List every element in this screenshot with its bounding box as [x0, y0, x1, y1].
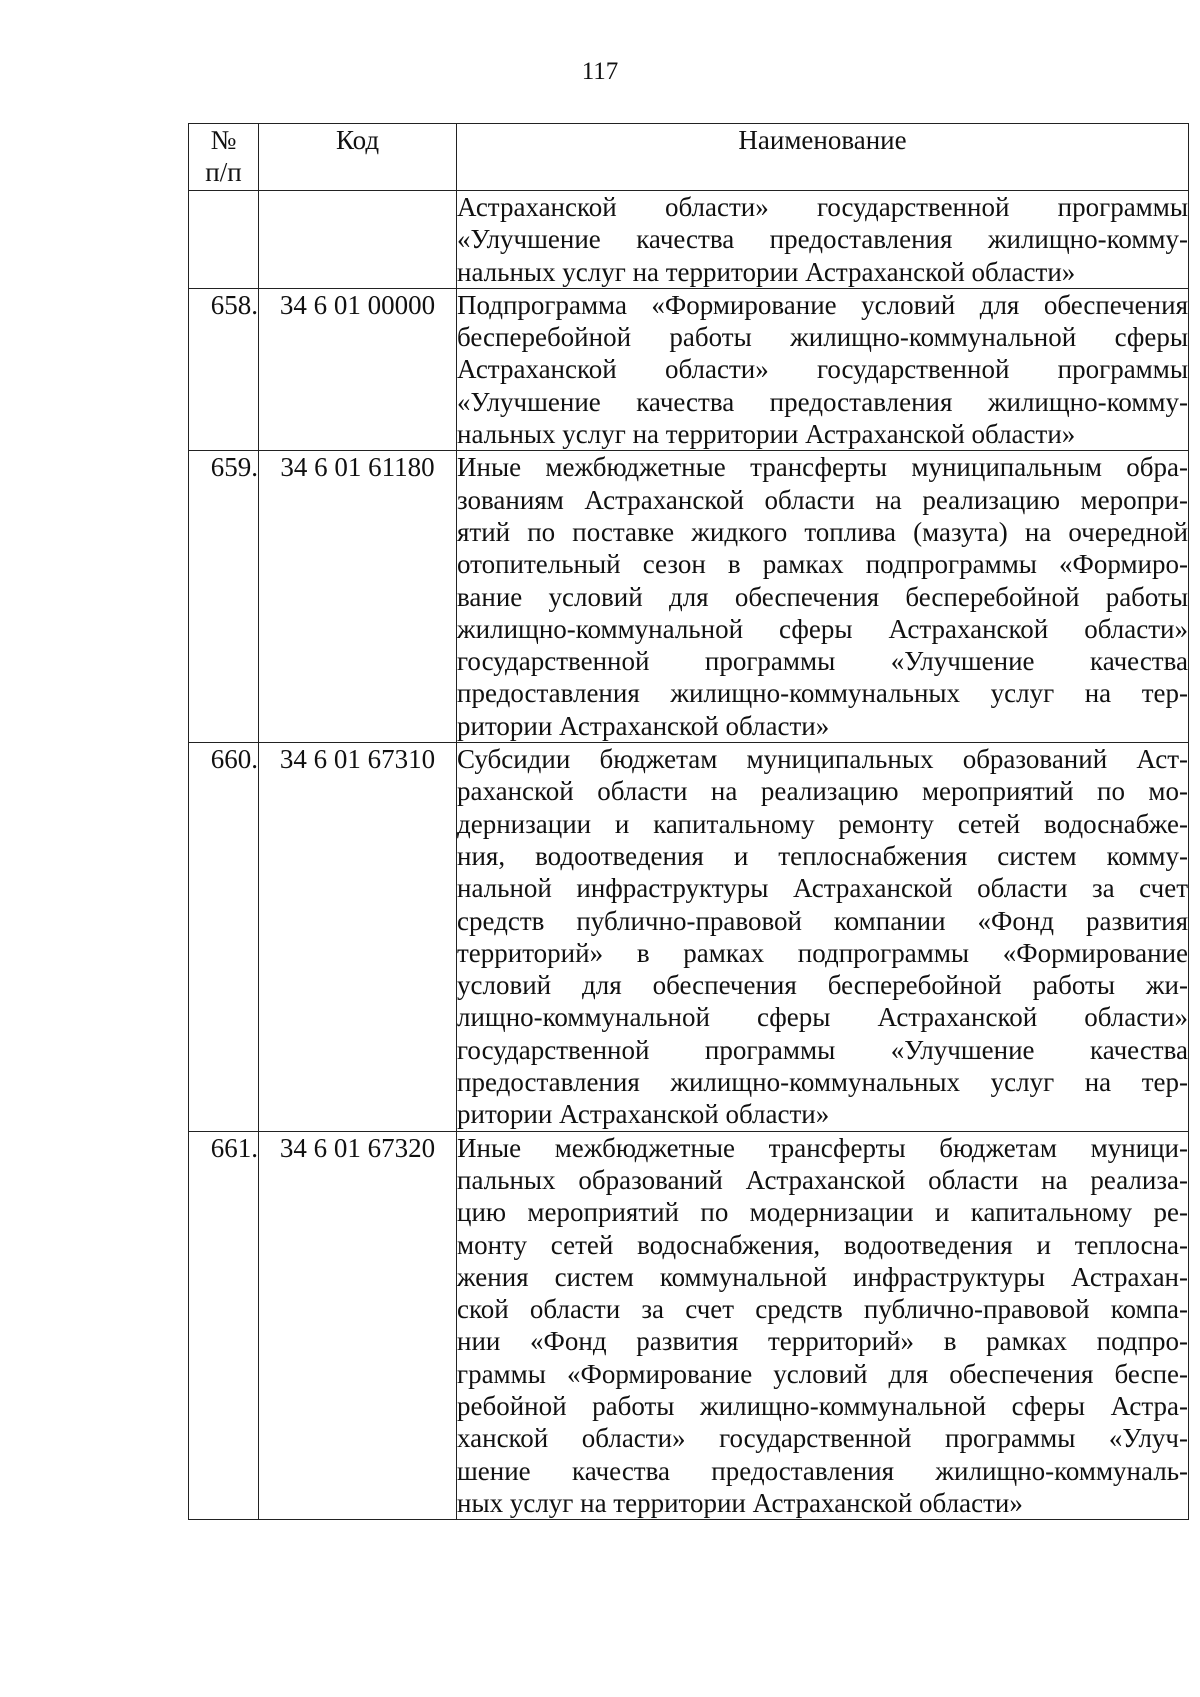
table-row	[189, 288, 1189, 450]
row-name-line: раханской области на реализацию мероприятий по мо-	[457, 776, 1188, 807]
row-name-line: Субсидии бюджетам муниципальных образований Аст-	[457, 744, 1188, 775]
row-name-line: граммы «Формирование условий для обеспечения беспе-	[457, 1358, 1188, 1389]
row-name-line: зованиям Астраханской области на реализацию меропри-	[457, 484, 1188, 515]
row-name	[457, 288, 1189, 450]
budget-classification-table	[188, 123, 1189, 1520]
header-number-symbol: №	[210, 125, 237, 155]
row-name-line: предоставления жилищно-коммунальных услуг на тер-	[457, 678, 1188, 709]
row-number: 658.	[189, 288, 259, 450]
row-name-line: жения систем коммунальной инфраструктуры Астрахан-	[457, 1261, 1188, 1292]
row-name-line: ных услуг на территории Астраханской области»	[457, 1487, 1023, 1518]
row-name-line: средств публично-правовой компании «Фонд развития	[457, 905, 1188, 936]
table-row	[189, 1131, 1189, 1520]
row-name-line: нальных услуг на территории Астраханской области»	[457, 419, 1076, 450]
row-code: 34 6 01 67320	[259, 1131, 457, 1520]
row-name-line: предоставления жилищно-коммунальных услуг на тер-	[457, 1067, 1188, 1098]
table-header-row	[189, 124, 1189, 191]
row-name-line: условий для обеспечения бесперебойной работы жи-	[457, 970, 1188, 1001]
row-name-line: бесперебойной работы жилищно-коммунальной сферы	[457, 322, 1188, 353]
row-name-line: Подпрограмма «Формирование условий для обеспечения	[457, 289, 1188, 320]
row-name-line: лищно-коммунальной сферы Астраханской области»	[457, 1002, 1188, 1033]
header-number-sub: п/п	[205, 157, 242, 188]
row-name-line: ханской области» государственной программы «Улуч-	[457, 1423, 1188, 1454]
row-name-line: нальных услуг на территории Астраханской области»	[457, 256, 1076, 287]
table-row	[189, 191, 1189, 289]
row-name-line: жилищно-коммунальной сферы Астраханской области»	[457, 613, 1188, 644]
row-name-line: вание условий для обеспечения бесперебойной работы	[457, 581, 1188, 612]
row-name-line: ритории Астраханской области»	[457, 710, 830, 741]
row-code	[259, 191, 457, 289]
table-row	[189, 451, 1189, 743]
header-number	[189, 124, 259, 191]
row-name-line: Иные межбюджетные трансферты бюджетам муници-	[457, 1132, 1188, 1163]
row-name-line: ятий по поставке жидкого топлива (мазута) на очередной	[457, 516, 1188, 547]
row-name-line: нии «Фонд развития территорий» в рамках подпро-	[457, 1326, 1188, 1357]
row-name-line: ритории Астраханской области»	[457, 1099, 830, 1130]
row-name-line: «Улучшение качества предоставления жилищно-комму-	[457, 224, 1188, 255]
row-name-line: цию мероприятий по модернизации и капитальному ре-	[457, 1197, 1188, 1228]
row-name-line: территорий» в рамках подпрограммы «Формирование	[457, 937, 1188, 968]
row-name-line: ребойной работы жилищно-коммунальной сферы Астра-	[457, 1390, 1188, 1421]
row-name	[457, 1131, 1189, 1520]
row-name-line: пальных образований Астраханской области на реализа-	[457, 1164, 1188, 1195]
row-number	[189, 191, 259, 289]
row-name-line: государственной программы «Улучшение качества	[457, 1034, 1188, 1065]
row-name-line: ния, водоотведения и теплоснабжения систем комму-	[457, 840, 1188, 871]
row-name-line: Астраханской области» государственной программы	[457, 354, 1188, 385]
page-number: 117	[581, 58, 619, 85]
row-name-line: государственной программы «Улучшение качества	[457, 646, 1188, 677]
row-name-line: монту сетей водоснабжения, водоотведения и теплосна-	[457, 1229, 1188, 1260]
row-code: 34 6 01 00000	[259, 288, 457, 450]
row-number: 659.	[189, 451, 259, 743]
row-code: 34 6 01 61180	[259, 451, 457, 743]
row-code: 34 6 01 67310	[259, 743, 457, 1132]
row-name-line: нальной инфраструктуры Астраханской области за счет	[457, 873, 1188, 904]
header-name: Наименование	[457, 124, 1189, 191]
row-name	[457, 191, 1189, 289]
row-number: 661.	[189, 1131, 259, 1520]
row-name-line: «Улучшение качества предоставления жилищно-комму-	[457, 386, 1188, 417]
row-name	[457, 743, 1189, 1132]
row-name-line: ской области за счет средств публично-правовой компа-	[457, 1294, 1188, 1325]
row-name-line: отопительный сезон в рамках подпрограммы «Формиро-	[457, 549, 1188, 580]
row-number: 660.	[189, 743, 259, 1132]
table-row	[189, 743, 1189, 1132]
row-name-line: Астраханской области» государственной программы	[457, 192, 1188, 222]
header-code: Код	[259, 124, 457, 191]
row-name-line: шение качества предоставления жилищно-коммуналь-	[457, 1455, 1188, 1486]
row-name-line: дернизации и капитальному ремонту сетей водоснабже-	[457, 808, 1188, 839]
row-name	[457, 451, 1189, 743]
row-name-line: Иные межбюджетные трансферты муниципальным обра-	[457, 452, 1188, 483]
